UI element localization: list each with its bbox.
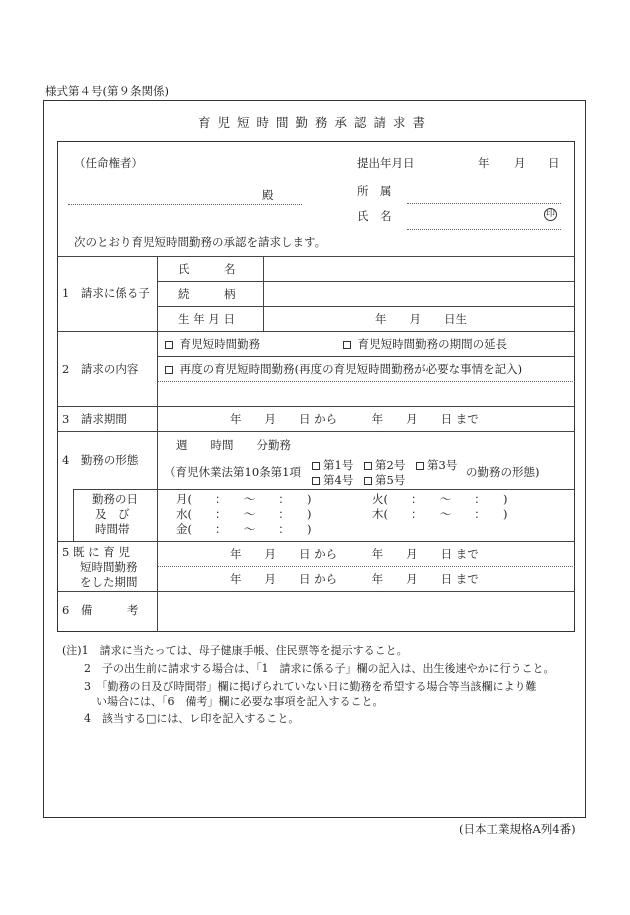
s2-option-2[interactable]: 育児短時間勤務の期間の延長 — [343, 339, 507, 351]
row-border — [157, 281, 575, 282]
seal-mark: 印 — [545, 209, 555, 219]
s4-opt-1[interactable]: 第1号 — [312, 460, 353, 472]
s2-label: 2 請求の内容 — [62, 362, 139, 376]
submit-day: 日 — [548, 156, 560, 170]
name-label: 氏 名 — [357, 209, 392, 223]
row-border-dotted — [157, 381, 575, 382]
checkbox[interactable] — [364, 477, 372, 485]
note-4: 4 該当する□には、レ印を記入すること。 — [84, 712, 300, 725]
row-border-dotted — [157, 566, 575, 567]
affiliation-label: 所 属 — [357, 184, 392, 198]
s1-name-label: 氏 名 — [178, 262, 236, 276]
s6-label: 6 備 考 — [62, 603, 139, 617]
page-title: 育児短時間勤務承認請求書 — [197, 115, 432, 130]
s4-opt-5[interactable]: 第5号 — [364, 475, 405, 487]
s1-birth-label: 生 年 月 日 — [178, 312, 235, 326]
row-border — [57, 591, 575, 592]
submit-month: 月 — [514, 156, 526, 170]
row-border — [157, 356, 575, 357]
submit-year: 年 — [478, 156, 490, 170]
dono-label: 殿 — [262, 188, 274, 202]
s5-period-1: 年 月 日 から 年 月 日 まで — [230, 547, 479, 561]
note-3a: 3 「勤務の日及び時間帯」欄に掲げられていない日に勤務を希望する場合等当該欄により難 — [84, 680, 537, 693]
row-border — [157, 306, 575, 307]
s1-relation-label: 続 柄 — [178, 287, 236, 301]
day-wed: 水( ： 〜 ： ) — [176, 507, 312, 521]
s4-law-suffix: の勤務の形態) — [466, 465, 540, 479]
s5-label-1: 5 既 に 育 児 — [62, 545, 130, 559]
s1-label: 1 請求に係る子 — [62, 286, 150, 300]
s3-label: 3 請求期間 — [62, 412, 127, 426]
s4-law-prefix: （育児休業法第10条第1項 — [164, 465, 301, 479]
checkbox[interactable] — [312, 477, 320, 485]
s4-weekly: 週 時間 分勤務 — [176, 438, 291, 452]
s2-option-3[interactable]: 再度の育児短時間勤務(再度の育児短時間勤務が必要な事情を記入) — [165, 364, 522, 376]
row-border — [57, 541, 575, 542]
s1-birth-value: 年 月 日生 — [375, 312, 467, 326]
day-mon: 月( ： 〜 ： ) — [176, 492, 312, 506]
note-1: (注)1 請求に当たっては、母子健康手帳、住民票等を提示すること。 — [62, 644, 408, 657]
submit-date-label: 提出年月日 — [357, 156, 415, 170]
s5-period-2: 年 月 日 から 年 月 日 まで — [230, 572, 479, 586]
appointer-label: （任命権者） — [74, 156, 143, 170]
col-divider — [157, 256, 158, 632]
s3-period: 年 月 日 から 年 月 日 まで — [230, 412, 479, 426]
days-label-3: 時間帯 — [95, 522, 130, 536]
note-2: 2 子の出生前に請求する場合は、「1 請求に係る子」欄の記入は、出生後速やかに行うこと。 — [84, 662, 555, 675]
form-number: 様式第４号(第９条関係) — [45, 84, 169, 98]
s4-opt-4[interactable]: 第4号 — [312, 475, 353, 487]
row-border — [57, 406, 575, 407]
checkbox[interactable] — [165, 366, 173, 374]
note-3b: い場合には、「6 備考」欄に必要な事項を記入すること。 — [96, 695, 384, 708]
row-border — [57, 331, 575, 332]
s4-opt-3[interactable]: 第3号 — [416, 460, 457, 472]
intro-text: 次のとおり育児短時間勤務の承認を請求します。 — [74, 235, 327, 249]
footer-spec: (日本工業規格A列4番) — [459, 822, 576, 836]
s4-opt-2[interactable]: 第2号 — [364, 460, 405, 472]
checkbox[interactable] — [312, 462, 320, 470]
row-border — [57, 431, 575, 432]
col-divider — [263, 256, 264, 331]
col-divider — [73, 489, 74, 541]
affiliation-field[interactable] — [407, 203, 561, 204]
row-border — [73, 489, 575, 490]
checkbox[interactable] — [165, 341, 173, 349]
days-label-1: 勤務の日 — [92, 492, 138, 506]
checkbox[interactable] — [364, 462, 372, 470]
appointer-line — [68, 204, 302, 205]
name-field[interactable] — [407, 229, 561, 230]
day-thu: 木( ： 〜 ： ) — [372, 507, 508, 521]
s5-label-3: をした期間 — [80, 575, 138, 589]
s2-option-1[interactable]: 育児短時間勤務 — [165, 339, 260, 351]
s5-label-2: 短時間勤務 — [80, 560, 138, 574]
checkbox[interactable] — [416, 462, 424, 470]
checkbox[interactable] — [343, 341, 351, 349]
day-tue: 火( ： 〜 ： ) — [372, 492, 508, 506]
row-border — [57, 256, 575, 257]
day-fri: 金( ： 〜 ： ) — [176, 522, 312, 536]
s4-label: 4 勤務の形態 — [62, 453, 139, 467]
days-label-2: 及 び — [95, 507, 130, 521]
